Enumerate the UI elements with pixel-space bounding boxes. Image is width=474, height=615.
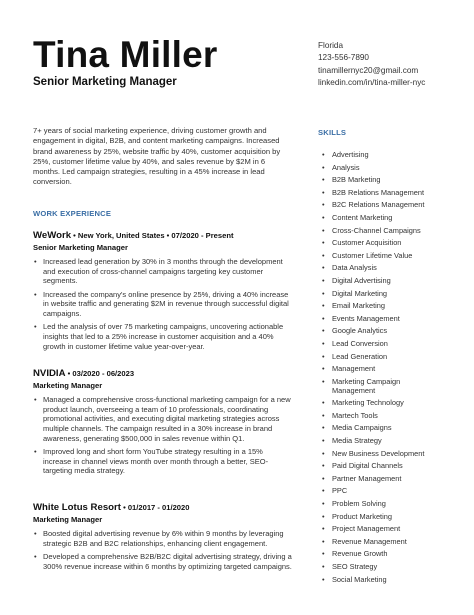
skill-item: • Lead Generation [332,352,442,361]
contact-location: Florida [318,41,344,50]
job-bullet: • Managed a comprehensive cross-functional marketing campaign for a new product launch, overseeing a team of 10 professionals, coordinating promotional activities, and executing digital marketing strategies across multiple channels. The campaign resulted in a 30% increase in brand awareness, generating $500,000 in sales revenue within Q1. [43,395,293,444]
job-entry [33,368,293,480]
skill-item: • Revenue Growth [332,549,442,558]
skill-item: • Analysis [332,163,442,172]
skill-item: • Problem Solving [332,499,442,508]
skill-item: • Events Management [332,314,442,323]
skill-item: • Martech Tools [332,411,442,420]
skill-item: • Data Analysis [332,263,442,272]
contact-email[interactable]: tinamillernyc20@gmail.com [318,65,419,75]
job-location-dates: • 01/2017 - 01/2020 [120,503,190,512]
job-bullets [33,395,293,476]
job-bullet: • Improved long and short form YouTube strategy resulting in a 15% increase in channel views month over month through a better, SEO-targeting media strategy. [43,447,293,476]
skill-item: • Cross-Channel Campaigns [332,226,442,235]
job-entry [33,502,293,575]
skill-item: • B2C Relations Management [332,200,442,209]
skill-item: • Paid Digital Channels [332,461,442,470]
skill-item: • Media Strategy [332,436,442,445]
skills-list [332,150,442,587]
skill-item: • PPC [332,486,442,495]
job-role: Marketing Manager [33,381,103,390]
work-experience-heading: WORK EXPERIENCE [33,209,112,218]
skill-item: • Partner Management [332,474,442,483]
skill-item: • Lead Conversion [332,339,442,348]
skill-item: • Google Analytics [332,326,442,335]
job-role: Marketing Manager [33,515,103,524]
job-bullets [33,529,293,571]
candidate-name: Tina Miller [33,34,218,75]
skill-item: • Advertising [332,150,442,159]
company-name: WeWork [33,230,72,241]
skill-item: • Social Marketing [332,575,442,584]
job-bullet: • Increased lead generation by 30% in 3 months through the development and execution of cross-channel campaigns targeting key customer segments. [43,257,293,286]
job-bullets [33,257,293,351]
job-bullet: • Led the analysis of over 75 marketing campaigns, uncovering actionable insights that led to a 25% increase in customer acquisition and a 40% growth in customer lifetime value year-over-year. [43,322,293,351]
skill-item: • Customer Lifetime Value [332,251,442,260]
skill-item: • Project Management [332,524,442,533]
skill-item: • Content Marketing [332,213,442,222]
skill-item: • SEO Strategy [332,562,442,571]
job-header [33,368,293,379]
skills-heading: SKILLS [318,128,347,137]
skill-item: • Media Campaigns [332,423,442,432]
job-entry [33,230,293,355]
job-bullet: • Boosted digital advertising revenue by 6% within 9 months by leveraging strategic B2B and B2C relationships, enhancing client engagement. [43,529,293,548]
candidate-title: Senior Marketing Manager [33,76,177,88]
job-bullet: • Developed a comprehensive B2B/B2C digital advertising strategy, driving a 300% revenue increase within 6 months by optimizing targeted campaigns. [43,552,293,571]
job-bullet: • Increased the company's online presence by 25%, driving a 40% increase in website traffic and generating $2M in revenue through successful digital campaigns. [43,290,293,319]
job-role: Senior Marketing Manager [33,243,128,252]
skill-item: • Marketing Campaign Management [332,377,442,395]
job-header [33,502,293,513]
job-header [33,230,293,241]
summary-paragraph: 7+ years of social marketing experience, driving customer growth and engagement in digital, B2B, and content marketing campaigns. Increased brand awareness by 25%, website traffic by 40%, customer acquisition by 25%, customer lifetime value by 40%, and sales revenue by $2M in 6 months. Led campaign strategies, resulting in a 45% increase in lead conversion. [33,126,281,187]
skill-item: • New Business Development [332,449,442,458]
job-location-dates: • 03/2020 - 06/2023 [65,369,135,378]
skill-item: • Revenue Management [332,537,442,546]
skill-item: • Product Marketing [332,512,442,521]
skill-item: • Marketing Technology [332,398,442,407]
skill-item: • Management [332,364,442,373]
skill-item: • B2B Relations Management [332,188,442,197]
skill-item: • Customer Acquisition [332,238,442,247]
contact-block [318,40,425,90]
skill-item: • Digital Advertising [332,276,442,285]
contact-phone: 123-556-7890 [318,53,369,63]
company-name: NVIDIA [33,368,66,379]
skill-item: • Email Marketing [332,301,442,310]
job-location-dates: • New York, United States • 07/2020 - Present [71,231,234,240]
company-name: White Lotus Resort [33,502,121,513]
contact-linkedin[interactable]: linkedin.com/in/tina-miller-nyc [318,78,426,88]
skill-item: • B2B Marketing [332,175,442,184]
skill-item: • Digital Marketing [332,289,442,298]
